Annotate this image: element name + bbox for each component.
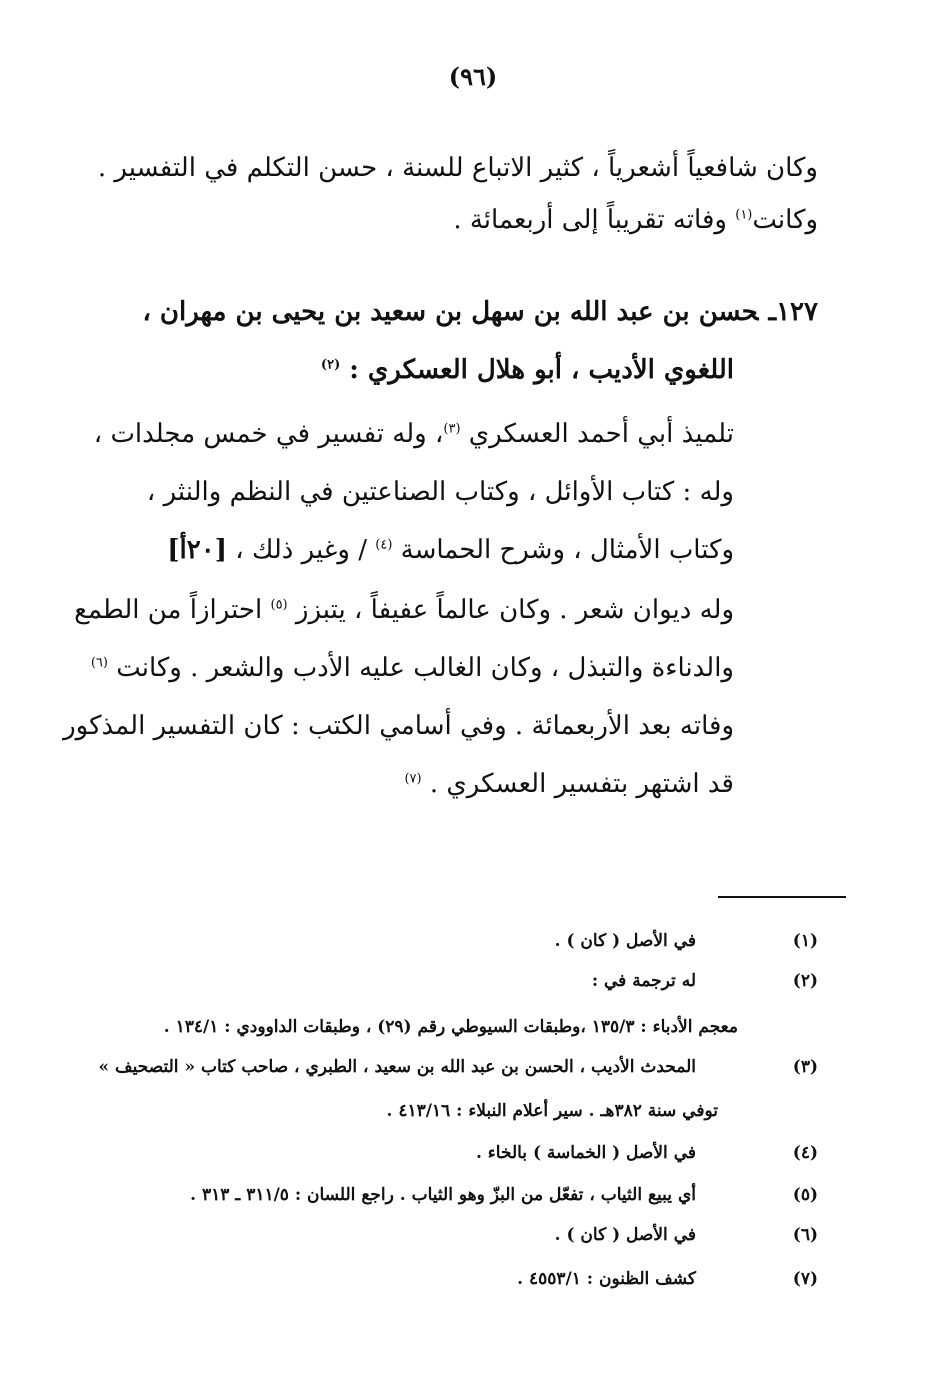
footnote [90, 1052, 818, 1082]
entry-heading-line [321, 350, 734, 390]
footnote [90, 1138, 818, 1168]
footnote-text: له ترجمة في : [591, 971, 696, 991]
entry-heading-text: اللغوي الأديب ، أبو هلال العسكري : [349, 355, 734, 385]
paragraph-line [453, 200, 818, 240]
text: وكانت [752, 205, 818, 235]
folio-marker: [٢٠أ] [167, 535, 228, 565]
footnote-ref: (٣) [443, 421, 461, 437]
text: وفاته تقريباً إلى أربعمائة . [453, 205, 736, 235]
footnote-continuation: توفي سنة ٣٨٢هـ . سير أعلام النبلاء : ٤١٣/١٦ . [386, 1101, 718, 1121]
footnote-number: (١) [792, 931, 818, 951]
text: وله : كتاب الأوائل ، وكتاب الصناعتين في النظم والنثر ، [146, 477, 734, 507]
footnote-number: (٢) [792, 971, 818, 991]
text: احترازاً من الطمع [74, 595, 271, 625]
footnote-number: (٧) [792, 1269, 818, 1289]
footnote-number: (٦) [792, 1225, 818, 1245]
text: وكان شافعياً أشعرياً ، كثير الاتباع للسنة ، حسن التكلم في التفسير . [97, 153, 818, 183]
text: وفاته بعد الأربعمائة . وفي أسامي الكتب : كان التفسير المذكور [63, 711, 734, 741]
footnote-text: في الأصل ( كان ) . [554, 1225, 696, 1245]
text: وله ديوان شعر . وكان عالماً عفيفاً ، يتبزز [295, 595, 734, 625]
footnote-text: المحدث الأديب ، الحسن بن عبد الله بن سعيد ، الطبري ، صاحب كتاب « التصحيف » [98, 1057, 696, 1077]
entry-heading-text: حسن بن عبد الله بن سهل بن سعيد بن يحيى بن مهران ، [142, 297, 759, 327]
footnote-ref: (٤) [375, 537, 393, 553]
footnote [90, 926, 818, 956]
text: ، وله تفسير في خمس مجلدات ، [93, 419, 444, 449]
footnote-continuation: معجم الأدباء : ١٣٥/٣ ،وطبقات السيوطي رقم (٢٩) ، وطبقات الداوودي : ١٣٤/١ . [163, 1017, 738, 1037]
footnote-ref: (٥) [270, 597, 288, 613]
footnote-number: (٥) [792, 1185, 818, 1205]
text: قد اشتهر بتفسير العسكري . [429, 769, 734, 799]
footnote-divider [718, 896, 846, 898]
footnote-text: كشف الظنون : ٤٥٥٣/١ . [517, 1269, 696, 1289]
entry-heading-line [142, 292, 818, 332]
body-line [147, 472, 734, 512]
page-number: (٩٦) [448, 62, 498, 91]
footnote-ref: (١) [735, 207, 753, 223]
body-line [167, 530, 734, 570]
text: والدناءة والتبذل ، وكان الغالب عليه الأدب والشعر . وكانت [116, 653, 734, 683]
footnote-text: في الأصل ( كان ) . [554, 931, 696, 951]
body-line [91, 648, 734, 688]
text: وكتاب الأمثال ، وشرح الحماسة [400, 535, 734, 565]
footnote [90, 1180, 818, 1210]
body-line [74, 590, 734, 630]
footnote-number: (٣) [792, 1057, 818, 1077]
paragraph-line [98, 148, 818, 188]
footnote-ref: (٢) [320, 357, 341, 373]
text: تلميذ أبي أحمد العسكري [468, 419, 734, 449]
footnote-ref: (٦) [90, 655, 108, 671]
body-line [63, 706, 734, 746]
footnote [90, 1220, 818, 1250]
body-line [94, 414, 734, 454]
footnote [90, 1264, 818, 1294]
footnote-number: (٤) [792, 1143, 818, 1163]
footnote [90, 966, 818, 996]
text: / وغير ذلك ، [235, 535, 376, 565]
footnote-text: في الأصل ( الخماسة ) بالخاء . [475, 1143, 696, 1163]
footnote-ref: (٧) [404, 771, 422, 787]
entry-number: ١٢٧ـ [768, 297, 818, 327]
footnote-text: أي يبيع الثياب ، تفعّل من البزّ وهو الثياب . راجع اللسان : ٣١١/٥ ـ ٣١٣ . [190, 1185, 696, 1205]
body-line [404, 764, 734, 804]
